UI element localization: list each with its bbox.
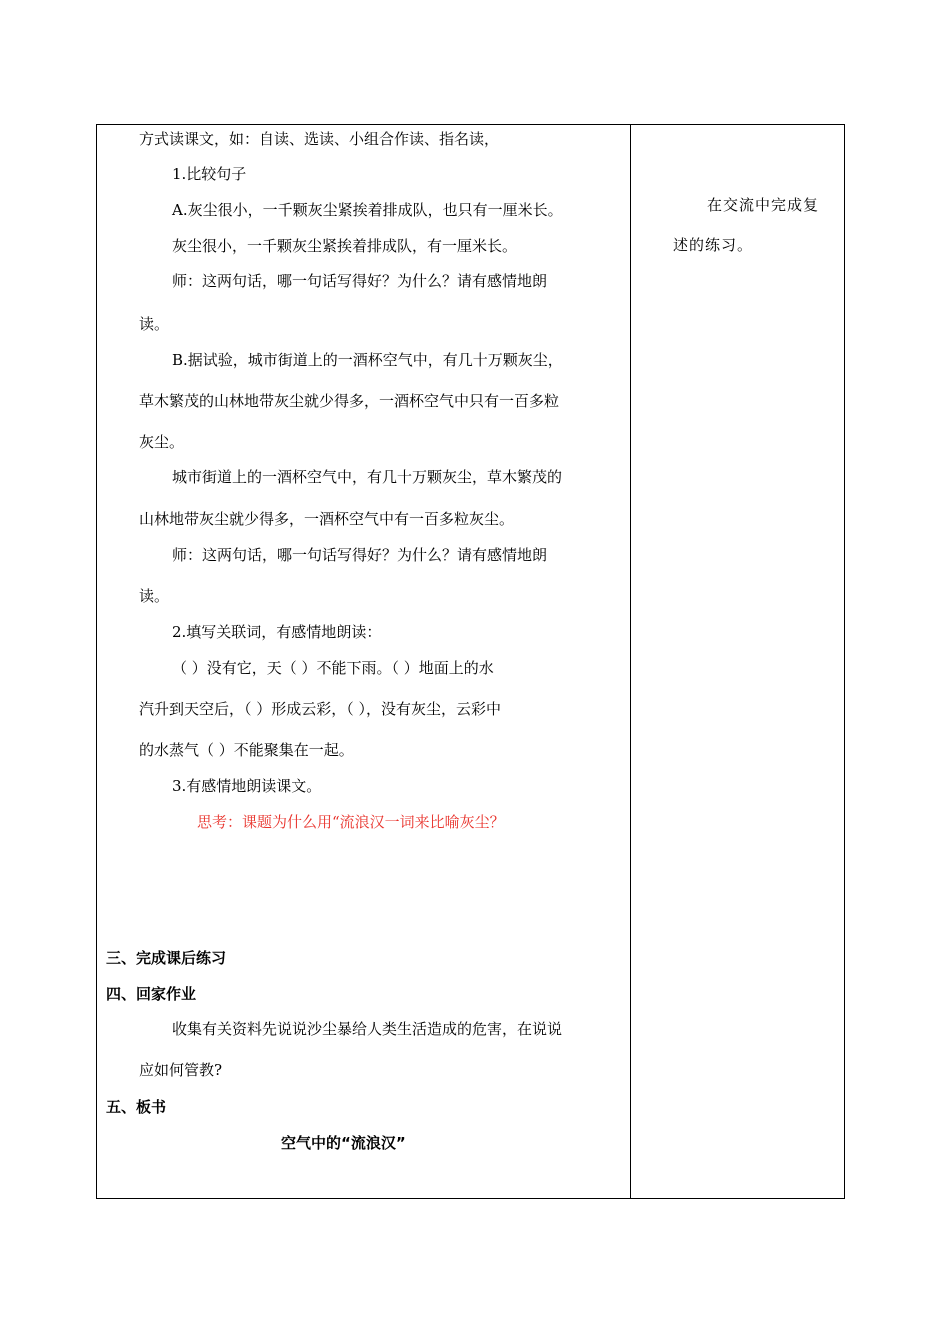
column-divider: [630, 124, 631, 1199]
think-prompt: 思考：课题为什么用“流浪汉一词来比喻灰尘？: [197, 813, 505, 831]
right-note-line-1: 在交流中完成复: [707, 196, 820, 214]
section-5-heading: 五、板书: [106, 1098, 167, 1116]
sentence-b-2-cont: 山林地带灰尘就少得多，一酒杯空气中有一百多粒灰尘。: [139, 510, 515, 528]
sentence-b-1: B.据试验，城市街道上的一酒杯空气中，有几十万颗灰尘，: [172, 351, 563, 369]
fill-blank-line-1: （ ）没有它，天（ ）不能下雨。（ ）地面上的水: [172, 659, 494, 677]
board-title: 空气中的“流浪汉”: [281, 1134, 406, 1152]
fill-blank-line-3: 的水蒸气（ ）不能聚集在一起。: [139, 741, 354, 759]
sentence-a-1: A.灰尘很小，一千颗灰尘紧挨着排成队，也只有一厘米长。: [172, 201, 563, 219]
compare-sentences-heading: 1.比较句子: [172, 165, 247, 183]
read-aloud-line: 3.有感情地朗读课文。: [172, 777, 322, 795]
teacher-question-2-cont: 读。: [139, 587, 170, 605]
section-3-heading: 三、完成课后练习: [106, 949, 227, 967]
reading-methods-line: 方式读课文，如：自读、选读、小组合作读、指名读，: [139, 130, 500, 148]
fill-conjunctions-heading: 2.填写关联词，有感情地朗读：: [172, 623, 382, 641]
homework-line-1: 收集有关资料先说说沙尘暴给人类生活造成的危害，在说说: [172, 1020, 563, 1038]
fill-blank-line-2: 汽升到天空后，（ ）形成云彩，（ ），没有灰尘，云彩中: [139, 700, 502, 718]
sentence-a-2: 灰尘很小，一千颗灰尘紧挨着排成队，有一厘米长。: [172, 237, 518, 255]
sentence-b-1-cont: 草木繁茂的山林地带灰尘就少得多，一酒杯空气中只有一百多粒: [139, 392, 560, 410]
section-4-heading: 四、回家作业: [106, 985, 197, 1003]
teacher-question-2: 师：这两句话，哪一句话写得好？为什么？请有感情地朗: [172, 546, 548, 564]
right-note-line-2: 述的练习。: [673, 236, 754, 254]
sentence-b-1-end: 灰尘。: [139, 433, 185, 451]
teacher-question-1: 师：这两句话，哪一句话写得好？为什么？请有感情地朗: [172, 272, 548, 290]
teacher-question-1-cont: 读。: [139, 315, 170, 333]
homework-line-2: 应如何管教?: [139, 1061, 223, 1079]
sentence-b-2: 城市街道上的一酒杯空气中，有几十万颗灰尘，草木繁茂的: [172, 468, 563, 486]
